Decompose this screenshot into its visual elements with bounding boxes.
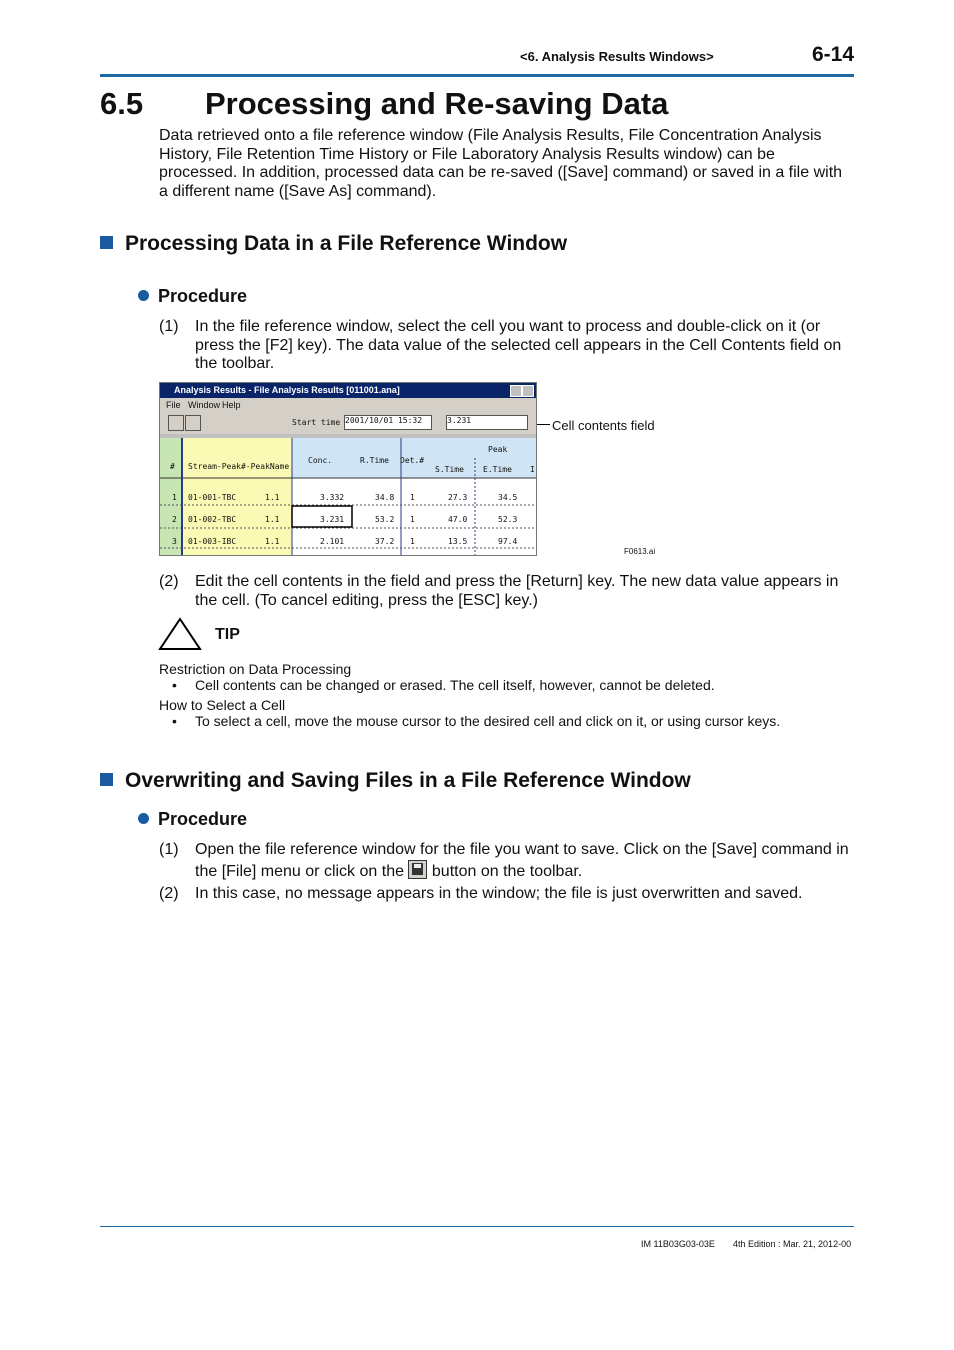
menu-help: Help xyxy=(222,400,241,410)
subsection-heading-processing xyxy=(100,232,567,256)
tip-heading: Restriction on Data Processing xyxy=(159,661,352,677)
grid-cell: 1.1 xyxy=(265,537,280,546)
step-text: Edit the cell contents in the field and press the [Return] key. The new data value appears in the cell. (To cancel editing, press the [ESC] key.) xyxy=(195,573,839,609)
maximize-icon xyxy=(522,385,534,397)
save-disk-icon xyxy=(408,860,427,879)
footer-rule xyxy=(100,1226,854,1227)
tip-bullet-text: Cell contents can be changed or erased. The cell itself, however, cannot be deleted. xyxy=(195,677,715,693)
grid-cell: 53.2 xyxy=(375,515,395,524)
step-number: (2) xyxy=(159,573,179,590)
grid-cell: 1 xyxy=(410,537,415,546)
callout-line xyxy=(537,424,550,425)
col-header-stime: S.Time xyxy=(435,465,464,474)
start-time-label: Start time xyxy=(292,418,341,427)
tip-triangle-icon xyxy=(158,617,202,651)
step-text-part: button on the toolbar. xyxy=(431,863,583,880)
minimize-icon xyxy=(510,385,522,397)
procedure-label: Procedure xyxy=(158,286,248,306)
grid-cell: 52.3 xyxy=(498,515,518,524)
tip-label: TIP xyxy=(215,626,240,643)
subsection-title: Processing Data in a File Reference Window xyxy=(125,232,568,255)
col-header-name: Stream-Peak#-PeakName xyxy=(188,462,290,471)
step-number: (2) xyxy=(159,885,179,902)
tip-bullet-marker: • xyxy=(172,677,177,693)
grid-cell: 37.2 xyxy=(375,537,395,546)
start-time-value: 2001/10/01 15:32 xyxy=(345,416,423,425)
header-rule xyxy=(100,74,854,77)
step-number: (1) xyxy=(159,841,179,858)
save-disk-icon xyxy=(185,415,201,431)
procedure-label: Procedure xyxy=(158,809,248,829)
grid-cell: 01-002-TBC xyxy=(188,515,237,524)
col-header-etime: E.Time xyxy=(483,465,512,474)
menu-file: File xyxy=(166,400,181,410)
subsection-title: Overwriting and Saving Files in a File Reference Window xyxy=(125,769,691,792)
grid-cell: 1 xyxy=(410,515,415,524)
grid-cell: 3 xyxy=(172,537,177,546)
grid-cell: 3.332 xyxy=(320,493,345,502)
cell-contents-field xyxy=(446,415,528,430)
square-bullet-icon xyxy=(100,236,113,249)
section-number: 6.5 xyxy=(100,86,144,121)
section-intro: Data retrieved onto a file reference window (File Analysis Results, File Concentration Analysis History, File Retention Time History or File Laboratory Analysis Results window) can be processed. In addition, processed data can be re-saved ([Save] command) or saved in a file with a different name ([Save As] command). xyxy=(159,127,843,200)
step-text: In the file reference window, select the cell you want to process and double-click on it (or press the [F2] key). The data value of the selected cell appears in the Cell Contents field on the toolbar. xyxy=(195,318,842,372)
step-text-part: Open the file reference window for the file you want to save. Click on the [Save] command in the [File] menu or click on the xyxy=(195,841,849,880)
window-title: Analysis Results - File Analysis Results [011001.ana] xyxy=(174,385,400,395)
round-bullet-icon xyxy=(138,813,149,824)
round-bullet-icon xyxy=(138,290,149,301)
col-header-det: Det.# xyxy=(400,456,425,465)
grid-cell: 1.1 xyxy=(265,515,280,524)
grid-cell: 13.5 xyxy=(448,537,468,546)
tip-bullet-marker: • xyxy=(172,713,177,729)
procedure-step xyxy=(159,318,855,374)
col-header-no: # xyxy=(170,462,175,471)
grid-cell: 1 xyxy=(410,493,415,502)
menu-bar xyxy=(160,398,536,412)
subsection-heading-overwriting xyxy=(100,769,691,793)
tip-bullet-text: To select a cell, move the mouse cursor to the desired cell and click on it, or using cursor keys. xyxy=(195,713,781,729)
selected-grid-cell: 3.231 xyxy=(320,515,345,524)
procedure-heading xyxy=(138,286,247,307)
step-number: (1) xyxy=(159,318,179,335)
procedure-step xyxy=(159,841,855,883)
square-bullet-icon xyxy=(100,773,113,786)
step-text xyxy=(195,840,855,882)
grid-cell: 34.8 xyxy=(375,493,395,502)
col-header-extra: I xyxy=(530,465,535,474)
open-folder-icon xyxy=(168,415,184,431)
tip-heading: How to Select a Cell xyxy=(159,697,286,713)
grid-cell: 2 xyxy=(172,515,177,524)
menu-window: Window xyxy=(188,400,221,410)
grid-cell: 97.4 xyxy=(498,537,518,546)
edition: 4th Edition : Mar. 21, 2012-00 xyxy=(733,1239,852,1249)
toolbar xyxy=(160,412,536,434)
step-text: In this case, no message appears in the window; the file is just overwritten and saved. xyxy=(195,885,803,902)
callout-label: Cell contents field xyxy=(552,418,655,433)
grid-cell: 2.101 xyxy=(320,537,345,546)
results-grid xyxy=(160,438,536,555)
doc-id: IM 11B03G03-03E xyxy=(641,1239,715,1249)
grid-cell: 34.5 xyxy=(498,493,518,502)
procedure-step xyxy=(159,885,855,905)
grid-cell: 01-003-IBC xyxy=(188,537,237,546)
grid-cell: 47.0 xyxy=(448,515,468,524)
figure-id: F0613.ai xyxy=(624,547,656,556)
grid-cell: 1.1 xyxy=(265,493,280,502)
col-header-conc: Conc. xyxy=(308,456,333,465)
file-reference-window-figure xyxy=(159,382,537,556)
grid-cell: 01-001-TBC xyxy=(188,493,237,502)
section-title: Processing and Re-saving Data xyxy=(205,86,669,121)
chapter-header: <6. Analysis Results Windows> xyxy=(520,49,714,64)
procedure-step xyxy=(159,573,855,611)
col-header-peak: Peak xyxy=(488,445,508,454)
start-time-field xyxy=(344,415,432,430)
grid-cell: 27.3 xyxy=(448,493,468,502)
grid-cell: 1 xyxy=(172,493,177,502)
cell-contents-value: 3.231 xyxy=(447,416,472,425)
page-number: 6-14 xyxy=(811,43,854,66)
col-header-rtime: R.Time xyxy=(360,456,389,465)
window-titlebar xyxy=(160,383,536,398)
procedure-heading xyxy=(138,809,247,830)
